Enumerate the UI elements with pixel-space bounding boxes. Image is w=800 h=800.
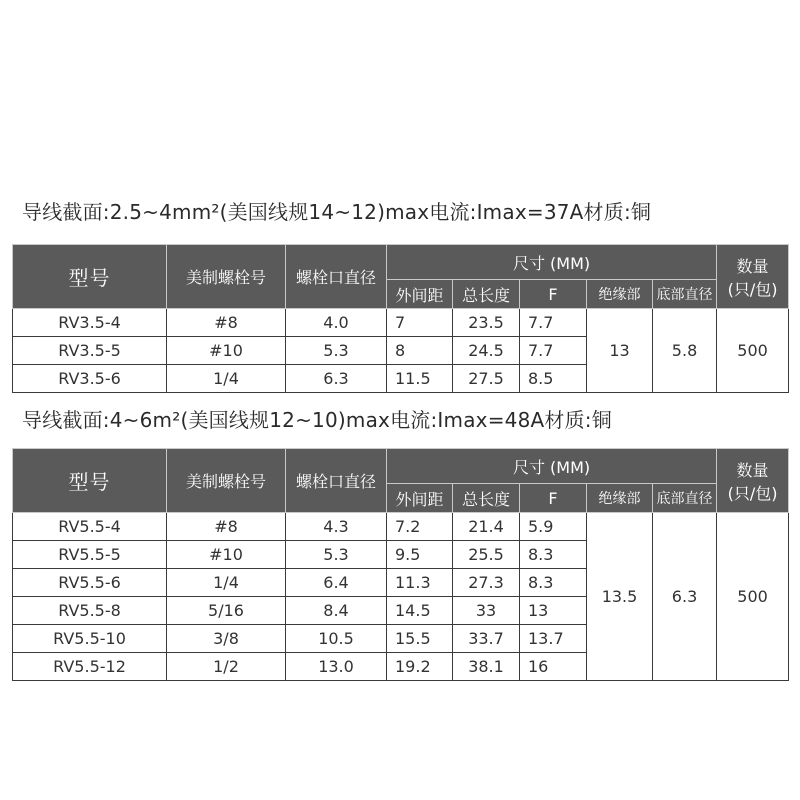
section-1-title — [22, 198, 651, 226]
cell-bolt: #8 — [167, 513, 286, 541]
cell-f: 8.3 — [520, 569, 587, 597]
cell-bolt: 5/16 — [167, 597, 286, 625]
cell-model: RV5.5-10 — [13, 625, 167, 653]
cell-model: RV5.5-4 — [13, 513, 167, 541]
header-base-diameter: 底部直径 — [653, 484, 717, 513]
cell-diameter: 10.5 — [286, 625, 387, 653]
cell-total-length: 38.1 — [453, 653, 520, 681]
header-quantity-line2: (只/包) — [727, 279, 778, 299]
header-quantity — [717, 245, 789, 309]
header-quantity-line1: 数量 — [736, 460, 769, 480]
cell-base-diameter: 5.8 — [653, 309, 717, 393]
cell-outer-gap: 7.2 — [387, 513, 453, 541]
cell-diameter: 6.3 — [286, 365, 387, 393]
header-diameter: 螺栓口直径 — [286, 449, 387, 513]
header-diameter: 螺栓口直径 — [286, 245, 387, 309]
cell-total-length: 23.5 — [453, 309, 520, 337]
table-row — [13, 309, 789, 337]
section-2-title-text: 导线截面:4~6m²(美国线规12~10)max电流:Imax=48A材质:铜 — [22, 408, 612, 432]
cell-diameter: 5.3 — [286, 337, 387, 365]
cell-f: 7.7 — [520, 309, 587, 337]
cell-diameter: 13.0 — [286, 653, 387, 681]
header-model: 型号 — [13, 245, 167, 309]
cell-model: RV5.5-8 — [13, 597, 167, 625]
header-quantity-line2: (只/包) — [727, 483, 778, 503]
cell-insulation: 13.5 — [587, 513, 653, 681]
cell-bolt: 1/2 — [167, 653, 286, 681]
cell-total-length: 33 — [453, 597, 520, 625]
section-2-title — [22, 406, 612, 434]
header-insulation: 绝缘部 — [587, 280, 653, 309]
cell-diameter: 8.4 — [286, 597, 387, 625]
cell-bolt: #10 — [167, 541, 286, 569]
cell-diameter: 4.0 — [286, 309, 387, 337]
header-insulation: 绝缘部 — [587, 484, 653, 513]
cell-outer-gap: 19.2 — [387, 653, 453, 681]
cell-outer-gap: 9.5 — [387, 541, 453, 569]
cell-f: 5.9 — [520, 513, 587, 541]
cell-total-length: 27.3 — [453, 569, 520, 597]
cell-outer-gap: 14.5 — [387, 597, 453, 625]
cell-diameter: 5.3 — [286, 541, 387, 569]
cell-quantity: 500 — [717, 309, 789, 393]
header-size: 尺寸 (MM) — [387, 245, 717, 280]
cell-f: 7.7 — [520, 337, 587, 365]
cell-outer-gap: 15.5 — [387, 625, 453, 653]
cell-f: 13.7 — [520, 625, 587, 653]
cell-insulation: 13 — [587, 309, 653, 393]
cell-outer-gap: 11.5 — [387, 365, 453, 393]
cell-diameter: 4.3 — [286, 513, 387, 541]
header-size: 尺寸 (MM) — [387, 449, 717, 484]
cell-model: RV5.5-6 — [13, 569, 167, 597]
cell-bolt: #10 — [167, 337, 286, 365]
cell-model: RV3.5-5 — [13, 337, 167, 365]
cell-bolt: 1/4 — [167, 365, 286, 393]
cell-diameter: 6.4 — [286, 569, 387, 597]
cell-total-length: 27.5 — [453, 365, 520, 393]
cell-bolt: #8 — [167, 309, 286, 337]
cell-outer-gap: 8 — [387, 337, 453, 365]
section-1-title-text: 导线截面:2.5~4mm²(美国线规14~12)max电流:Imax=37A材质:铜 — [22, 200, 652, 224]
cell-model: RV3.5-4 — [13, 309, 167, 337]
cell-quantity: 500 — [717, 513, 789, 681]
header-f: F — [520, 484, 587, 513]
header-total-length: 总长度 — [453, 280, 520, 309]
cell-total-length: 24.5 — [453, 337, 520, 365]
spec-table-1 — [12, 244, 789, 393]
header-bolt: 美制螺栓号 — [167, 245, 286, 309]
cell-f: 13 — [520, 597, 587, 625]
header-f: F — [520, 280, 587, 309]
cell-f: 8.3 — [520, 541, 587, 569]
cell-total-length: 21.4 — [453, 513, 520, 541]
cell-total-length: 25.5 — [453, 541, 520, 569]
cell-model: RV5.5-5 — [13, 541, 167, 569]
cell-bolt: 1/4 — [167, 569, 286, 597]
cell-f: 16 — [520, 653, 587, 681]
cell-bolt: 3/8 — [167, 625, 286, 653]
cell-base-diameter: 6.3 — [653, 513, 717, 681]
header-outer-gap: 外间距 — [387, 484, 453, 513]
spec-table-2 — [12, 448, 789, 681]
cell-f: 8.5 — [520, 365, 587, 393]
header-total-length: 总长度 — [453, 484, 520, 513]
cell-outer-gap: 11.3 — [387, 569, 453, 597]
cell-total-length: 33.7 — [453, 625, 520, 653]
header-bolt: 美制螺栓号 — [167, 449, 286, 513]
cell-model: RV3.5-6 — [13, 365, 167, 393]
header-outer-gap: 外间距 — [387, 280, 453, 309]
header-model: 型号 — [13, 449, 167, 513]
cell-outer-gap: 7 — [387, 309, 453, 337]
header-quantity — [717, 449, 789, 513]
header-quantity-line1: 数量 — [736, 256, 769, 276]
cell-model: RV5.5-12 — [13, 653, 167, 681]
table-row — [13, 513, 789, 541]
header-base-diameter: 底部直径 — [653, 280, 717, 309]
